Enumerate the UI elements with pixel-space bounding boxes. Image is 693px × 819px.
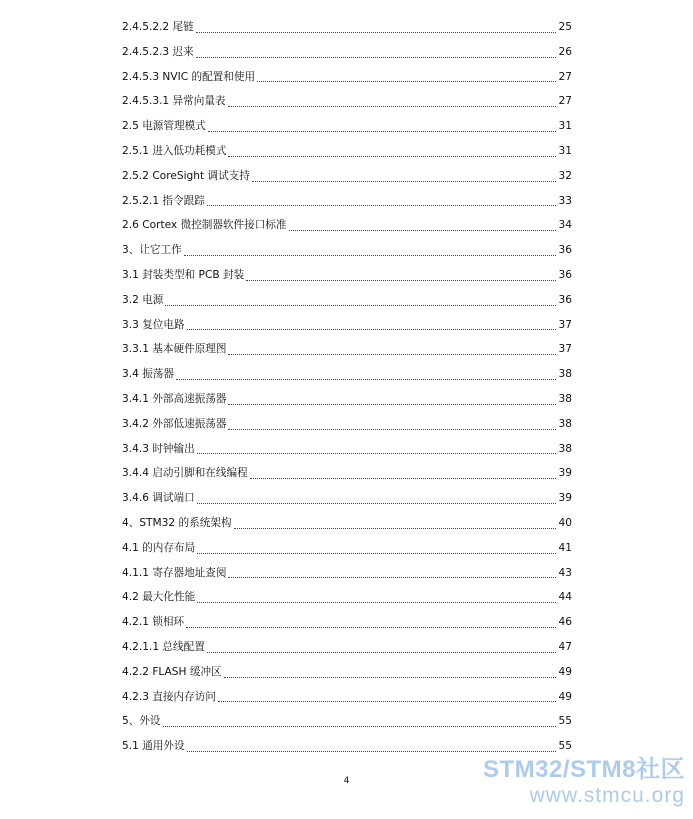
toc-entry[interactable]	[122, 635, 572, 660]
toc-entry[interactable]	[122, 610, 572, 635]
toc-entry-page: 36	[558, 244, 572, 257]
toc-entry[interactable]	[122, 288, 572, 313]
toc-entry-page: 26	[558, 45, 572, 58]
toc-entry-title: 3.4.1 外部高速振荡器	[122, 393, 227, 406]
toc-entry[interactable]	[122, 65, 572, 90]
toc-entry-page: 37	[558, 318, 572, 331]
toc-entry-page: 31	[558, 120, 572, 133]
toc-dot-leader	[176, 379, 556, 380]
toc-dot-leader	[186, 627, 556, 628]
toc-entry-title: 3.4.6 调试端口	[122, 492, 195, 505]
toc-entry[interactable]	[122, 15, 572, 40]
toc-entry-title: 2.5.2 CoreSight 调试支持	[122, 169, 250, 182]
table-of-contents	[122, 15, 572, 759]
page-number: 4	[343, 776, 350, 786]
toc-entry-title: 2.4.5.2.2 尾链	[122, 21, 194, 34]
toc-entry-title: 2.5.1 进入低功耗模式	[122, 145, 227, 158]
toc-entry-page: 55	[558, 715, 572, 728]
toc-entry[interactable]	[122, 189, 572, 214]
toc-entry-title: 2.6 Cortex 微控制器软件接口标准	[122, 219, 287, 232]
toc-entry-title: 2.4.5.3.1 异常向量表	[122, 95, 226, 108]
toc-entry-title: 3、让它工作	[122, 244, 182, 257]
toc-dot-leader	[165, 305, 556, 306]
toc-entry-page: 38	[558, 368, 572, 381]
toc-entry-title: 4.1.1 寄存器地址查阅	[122, 566, 227, 579]
toc-entry-page: 49	[558, 690, 572, 703]
toc-entry[interactable]	[122, 437, 572, 462]
toc-entry-page: 49	[558, 665, 572, 678]
toc-entry-title: 3.4.2 外部低速振荡器	[122, 417, 227, 430]
toc-entry-page: 46	[558, 616, 572, 629]
toc-entry-title: 4、STM32 的系统架构	[122, 517, 232, 530]
toc-entry-page: 43	[558, 566, 572, 579]
toc-dot-leader	[197, 553, 556, 554]
toc-entry[interactable]	[122, 412, 572, 437]
toc-entry-page: 39	[558, 467, 572, 480]
toc-entry[interactable]	[122, 486, 572, 511]
toc-entry-title: 3.3 复位电路	[122, 318, 185, 331]
toc-entry-title: 2.5.2.1 指令跟踪	[122, 194, 205, 207]
toc-entry[interactable]	[122, 213, 572, 238]
toc-dot-leader	[184, 255, 556, 256]
toc-entry-page: 36	[558, 269, 572, 282]
toc-dot-leader	[289, 230, 556, 231]
toc-entry-page: 33	[558, 194, 572, 207]
toc-entry-page: 44	[558, 591, 572, 604]
toc-entry[interactable]	[122, 561, 572, 586]
toc-entry-page: 27	[558, 95, 572, 108]
toc-dot-leader	[187, 329, 556, 330]
toc-dot-leader	[228, 106, 556, 107]
toc-entry-page: 39	[558, 492, 572, 505]
toc-entry-page: 38	[558, 393, 572, 406]
toc-entry-page: 27	[558, 70, 572, 83]
toc-entry-page: 25	[558, 21, 572, 34]
toc-dot-leader	[224, 677, 556, 678]
toc-entry[interactable]	[122, 164, 572, 189]
toc-dot-leader	[187, 751, 556, 752]
toc-dot-leader	[163, 726, 556, 727]
toc-entry-title: 2.4.5.3 NVIC 的配置和使用	[122, 70, 256, 83]
toc-dot-leader	[228, 354, 556, 355]
toc-entry-page: 38	[558, 417, 572, 430]
toc-entry[interactable]	[122, 685, 572, 710]
toc-entry-title: 5、外设	[122, 715, 161, 728]
toc-entry[interactable]	[122, 387, 572, 412]
toc-entry-title: 3.4 振荡器	[122, 368, 174, 381]
toc-entry[interactable]	[122, 511, 572, 536]
toc-dot-leader	[246, 280, 556, 281]
toc-dot-leader	[228, 577, 556, 578]
toc-dot-leader	[197, 453, 556, 454]
toc-entry-page: 55	[558, 740, 572, 753]
toc-dot-leader	[252, 181, 556, 182]
toc-entry[interactable]	[122, 40, 572, 65]
toc-dot-leader	[250, 478, 556, 479]
toc-dot-leader	[207, 652, 556, 653]
toc-dot-leader	[208, 131, 556, 132]
toc-entry-title: 3.4.3 时钟输出	[122, 442, 195, 455]
toc-dot-leader	[234, 528, 557, 529]
toc-dot-leader	[197, 503, 556, 504]
toc-entry-title: 4.1 的内存布局	[122, 541, 196, 554]
toc-entry-title: 4.2.1 锁相环	[122, 616, 185, 629]
toc-entry-title: 4.2 最大化性能	[122, 591, 196, 604]
toc-entry-title: 4.2.1.1 总线配置	[122, 641, 205, 654]
toc-dot-leader	[196, 57, 556, 58]
toc-entry-page: 34	[558, 219, 572, 232]
toc-entry-title: 5.1 通用外设	[122, 740, 185, 753]
toc-entry-page: 31	[558, 145, 572, 158]
toc-dot-leader	[207, 205, 556, 206]
toc-entry-page: 41	[558, 541, 572, 554]
toc-dot-leader	[218, 701, 556, 702]
toc-dot-leader	[196, 32, 556, 33]
toc-entry-page: 47	[558, 641, 572, 654]
toc-entry-page: 32	[558, 169, 572, 182]
toc-entry[interactable]	[122, 734, 572, 759]
toc-entry[interactable]	[122, 660, 572, 685]
toc-entry-title: 4.2.2 FLASH 缓冲区	[122, 665, 222, 678]
toc-dot-leader	[257, 81, 556, 82]
toc-entry[interactable]	[122, 536, 572, 561]
toc-entry[interactable]	[122, 313, 572, 338]
toc-entry-page: 36	[558, 293, 572, 306]
watermark-title: STM32/STM8社区	[482, 756, 685, 783]
toc-entry[interactable]	[122, 585, 572, 610]
toc-entry[interactable]	[122, 139, 572, 164]
toc-entry[interactable]	[122, 337, 572, 362]
toc-entry[interactable]	[122, 709, 572, 734]
toc-entry-title: 3.4.4 启动引脚和在线编程	[122, 467, 248, 480]
toc-entry[interactable]	[122, 362, 572, 387]
toc-entry[interactable]	[122, 461, 572, 486]
toc-entry-title: 2.4.5.2.3 迟来	[122, 45, 194, 58]
toc-entry-title: 3.3.1 基本硬件原理图	[122, 343, 227, 356]
toc-entry[interactable]	[122, 263, 572, 288]
toc-entry-page: 38	[558, 442, 572, 455]
toc-entry-title: 3.2 电源	[122, 293, 164, 306]
toc-entry-page: 40	[558, 517, 572, 530]
toc-dot-leader	[197, 602, 556, 603]
toc-entry[interactable]	[122, 89, 572, 114]
toc-dot-leader	[228, 429, 556, 430]
toc-entry[interactable]	[122, 238, 572, 263]
toc-entry-title: 3.1 封装类型和 PCB 封装	[122, 269, 245, 282]
toc-entry-page: 37	[558, 343, 572, 356]
toc-entry-title: 4.2.3 直接内存访问	[122, 690, 216, 703]
toc-dot-leader	[228, 404, 556, 405]
toc-entry[interactable]	[122, 114, 572, 139]
toc-entry-title: 2.5 电源管理模式	[122, 120, 206, 133]
toc-dot-leader	[228, 156, 556, 157]
watermark-url: www.stmcu.org	[529, 784, 685, 807]
